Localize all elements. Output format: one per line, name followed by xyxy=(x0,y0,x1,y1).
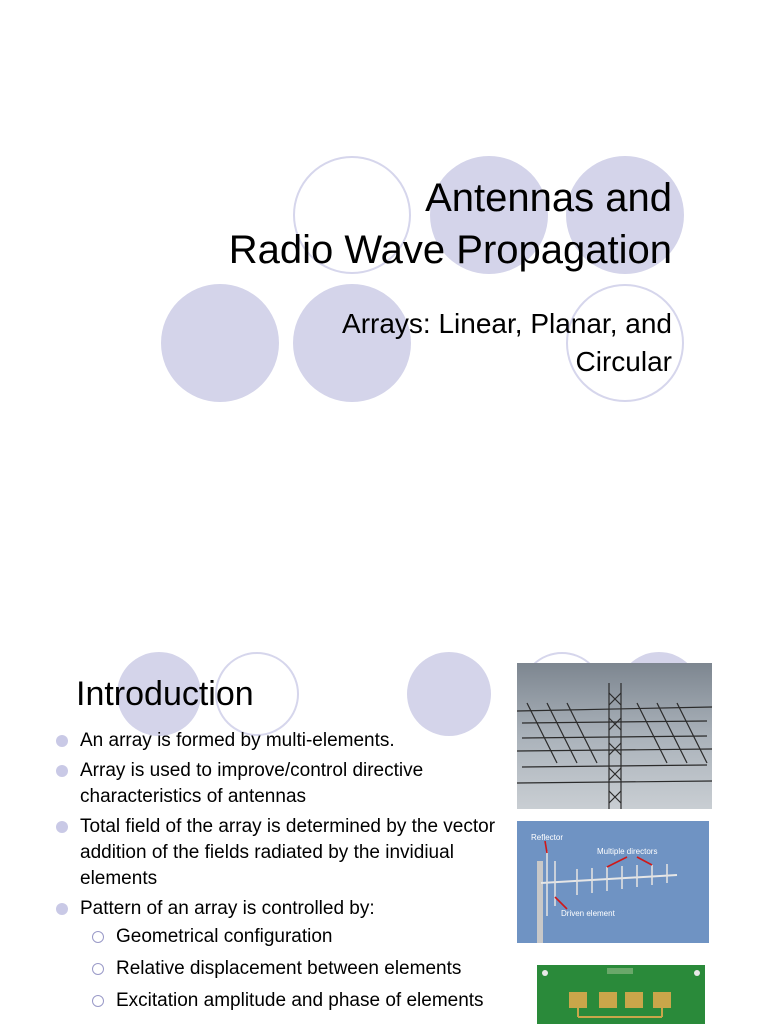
antenna-array-photo xyxy=(517,663,712,809)
sub-bullet-text: Relative displacement between elements xyxy=(116,958,462,979)
directors-label: Multiple directors xyxy=(597,847,658,856)
sub-bullet-text: Excitation amplitude and phase of elements xyxy=(116,990,484,1011)
bullet-list xyxy=(56,728,508,1020)
sub-bullet-icon xyxy=(92,931,104,943)
sub-bullet-item xyxy=(80,924,508,950)
deco-circle xyxy=(407,652,491,736)
sub-bullet-list xyxy=(80,924,508,1014)
bullet-icon xyxy=(56,903,68,915)
bullet-icon xyxy=(56,821,68,833)
bullet-text: Array is used to improve/control directive characteristics of antennas xyxy=(80,760,424,807)
bullet-item xyxy=(56,896,508,1014)
subtitle-line: Arrays: Linear, Planar, and xyxy=(342,308,672,339)
bullet-text: An array is formed by multi-elements. xyxy=(80,730,395,751)
bullet-item xyxy=(56,758,508,810)
slide-subtitle xyxy=(342,305,672,381)
yagi-antenna-image xyxy=(517,821,709,943)
bullet-item xyxy=(56,814,508,892)
patch-array-photo xyxy=(537,965,705,1024)
yagi-antenna-photo xyxy=(517,821,709,943)
bullet-icon xyxy=(56,735,68,747)
driven-element-label: Driven element xyxy=(561,909,615,918)
patch-array-image xyxy=(537,965,705,1024)
bullet-item xyxy=(56,728,508,754)
bullet-text: Pattern of an array is controlled by: xyxy=(80,898,375,919)
title-line: Radio Wave Propagation xyxy=(228,228,672,272)
antenna-array-image xyxy=(517,663,712,809)
sub-bullet-icon xyxy=(92,963,104,975)
bullet-text: Total field of the array is determined by the vector addition of the fields radiated by the invidiual elements xyxy=(80,816,496,889)
bullet-icon xyxy=(56,765,68,777)
sub-bullet-item xyxy=(80,956,508,982)
sub-bullet-item xyxy=(80,988,508,1014)
title-line: Antennas and xyxy=(425,176,672,220)
introduction-slide xyxy=(0,600,768,1024)
slide-title: Introduction xyxy=(76,675,254,713)
deco-circle xyxy=(161,284,279,402)
slide-title xyxy=(229,172,672,276)
sub-bullet-icon xyxy=(92,995,104,1007)
subtitle-line: Circular xyxy=(575,346,672,377)
sub-bullet-text: Geometrical configuration xyxy=(116,926,333,947)
reflector-label: Reflector xyxy=(531,833,564,842)
